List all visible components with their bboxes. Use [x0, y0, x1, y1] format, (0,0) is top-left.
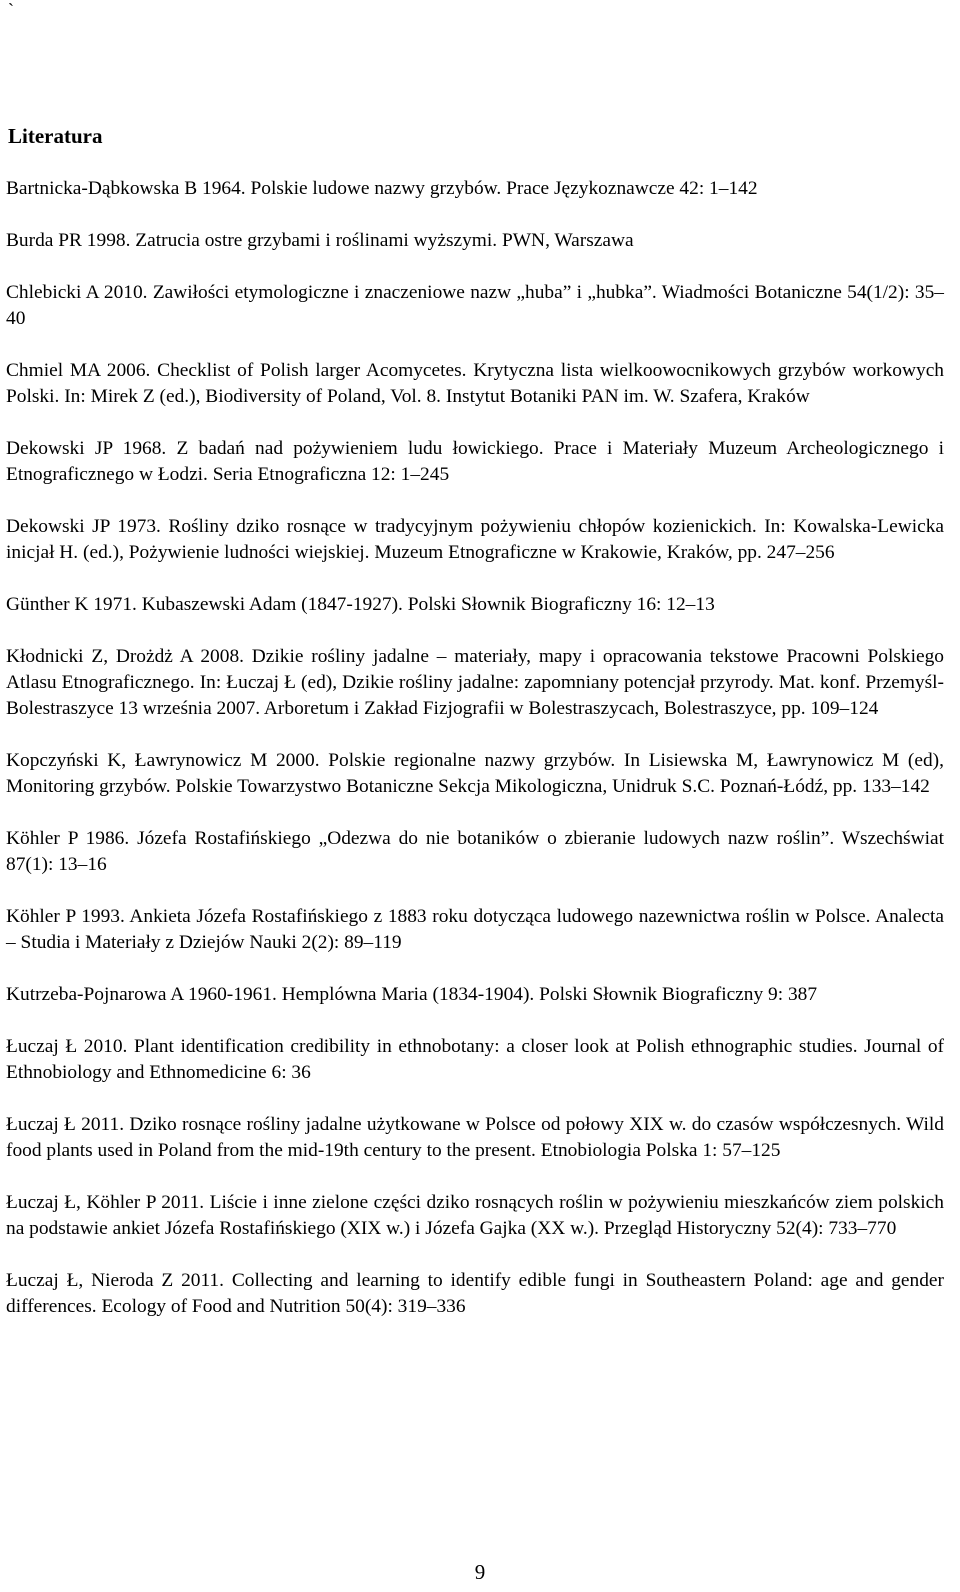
page-number: 9: [474, 1560, 486, 1584]
section-heading: Literatura: [8, 124, 103, 148]
reference-item: Kłodnicki Z, Drożdż A 2008. Dzikie rośliny jadalne – materiały, mapy i opracowania tekstowe Pracowni Polskiego Atlasu Etnograficznego. In: Łuczaj Ł (ed), Dzikie rośliny jadalne: zapomniany potencjał przyrody. Mat. konf. Przemyśl-Bolestraszyce 13 września 2007. Arboretum i Zakład Fizjografii w Bolestraszycach, Bolestraszyce, pp. 109–124: [6, 646, 944, 719]
reference-item: Chmiel MA 2006. Checklist of Polish larger Acomycetes. Krytyczna lista wielkoowocnikowych grzybów workowych Polski. In: Mirek Z (ed.), Biodiversity of Poland, Vol. 8. Instytut Botaniki PAN im. W. Szafera, Kraków: [6, 360, 944, 407]
reference-item: Łuczaj Ł, Nieroda Z 2011. Collecting and learning to identify edible fungi in Southeastern Poland: age and gender differences. Ecology of Food and Nutrition 50(4): 319–336: [6, 1270, 944, 1317]
reference-item: Łuczaj Ł 2011. Dziko rosnące rośliny jadalne użytkowane w Polsce od połowy XIX w. do czasów współczesnych. Wild food plants used in Poland from the mid-19th century to the present. Etnobiologia Polska 1: 57–125: [6, 1114, 944, 1161]
reference-item: Köhler P 1986. Józefa Rostafińskiego „Odezwa do nie botaników o zbieranie ludowych nazw roślin”. Wszechświat 87(1): 13–16: [6, 828, 944, 875]
reference-item: Kutrzeba-Pojnarowa A 1960-1961. Hemplówna Maria (1834-1904). Polski Słownik Biograficzny 9: 387: [6, 984, 818, 1005]
stray-mark: `: [8, 0, 14, 20]
reference-item: Łuczaj Ł, Köhler P 2011. Liście i inne zielone części dziko rosnących roślin w pożywieniu mieszkańców ziem polskich na podstawie ankiet Józefa Rostafińskiego (XIX w.) i Józefa Gajka (XX w.). Przegląd Historyczny 52(4): 733–770: [6, 1192, 944, 1239]
reference-item: Köhler P 1993. Ankieta Józefa Rostafińskiego z 1883 roku dotycząca ludowego nazewnictwa roślin w Polsce. Analecta – Studia i Materiały z Dziejów Nauki 2(2): 89–119: [6, 906, 944, 953]
reference-item: Bartnicka-Dąbkowska B 1964. Polskie ludowe nazwy grzybów. Prace Językoznawcze 42: 1–142: [6, 178, 758, 199]
reference-item: Dekowski JP 1968. Z badań nad pożywieniem ludu łowickiego. Prace i Materiały Muzeum Archeologicznego i Etnograficznego w Łodzi. Seria Etnograficzna 12: 1–245: [6, 438, 944, 485]
reference-item: Chlebicki A 2010. Zawiłości etymologiczne i znaczeniowe nazw „huba” i „hubka”. Wiadmości Botaniczne 54(1/2): 35–40: [6, 282, 944, 329]
reference-item: Dekowski JP 1973. Rośliny dziko rosnące w tradycyjnym pożywieniu chłopów kozienickich. In: Kowalska-Lewicka inicjał H. (ed.), Pożywienie ludności wiejskiej. Muzeum Etnograficzne w Krakowie, Kraków, pp. 247–256: [6, 516, 944, 563]
reference-item: Kopczyński K, Ławrynowicz M 2000. Polskie regionalne nazwy grzybów. In Lisiewska M, Ławrynowicz M (ed), Monitoring grzybów. Polskie Towarzystwo Botaniczne Sekcja Mikologiczna, Unidruk S.C. Poznań-Łódź, pp. 133–142: [6, 750, 944, 797]
reference-item: Burda PR 1998. Zatrucia ostre grzybami i roślinami wyższymi. PWN, Warszawa: [6, 230, 634, 251]
reference-list: [6, 176, 944, 1346]
reference-item: Łuczaj Ł 2010. Plant identification credibility in ethnobotany: a closer look at Polish ethnographic studies. Journal of Ethnobiology and Ethnomedicine 6: 36: [6, 1036, 944, 1083]
reference-item: Günther K 1971. Kubaszewski Adam (1847-1927). Polski Słownik Biograficzny 16: 12–13: [6, 594, 715, 615]
